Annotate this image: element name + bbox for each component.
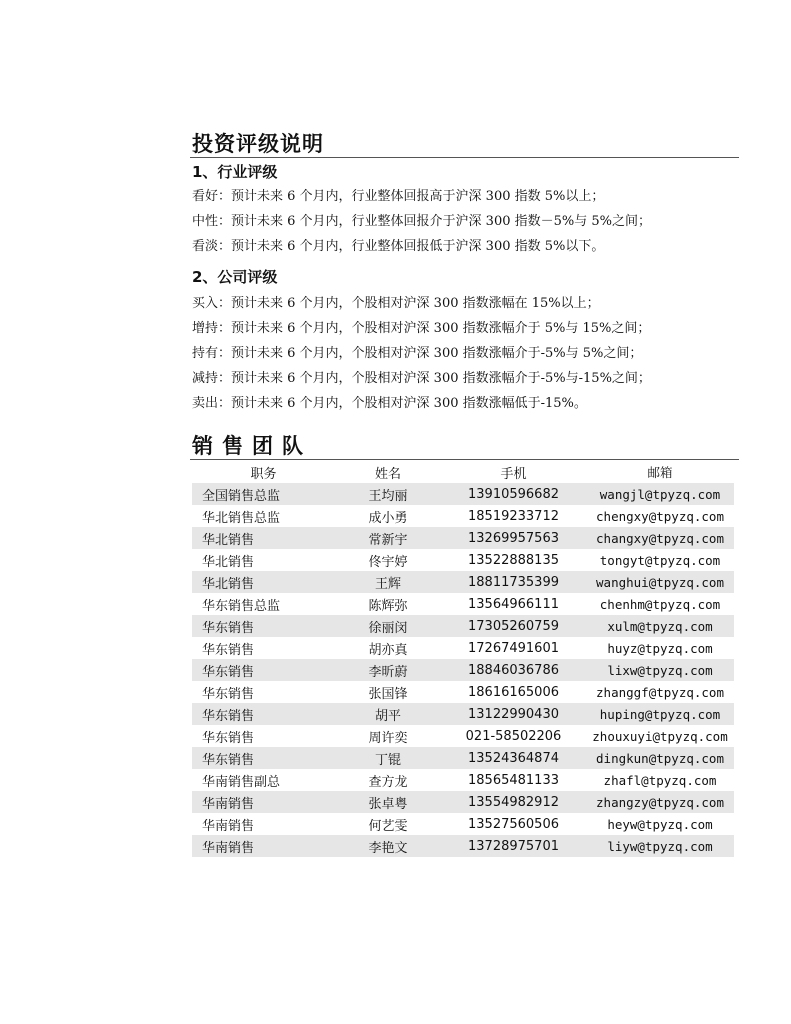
cell-phone: 17267491601 [468, 640, 559, 656]
industry-rating-line: 看好：预计未来 6 个月内，行业整体回报高于沪深 300 指数 5%以上； [192, 189, 605, 204]
cell-role: 华东销售 [192, 659, 335, 681]
cell-email: chengxy@tpyzq.com [596, 508, 724, 524]
table-row [192, 791, 734, 813]
cell-phone: 13269957563 [441, 527, 586, 549]
cell-email: wangjl@tpyzq.com [586, 483, 734, 505]
table-row [192, 483, 734, 505]
cell-name: 丁锟 [335, 747, 441, 769]
cell-phone: 021-58502206 [465, 728, 562, 744]
team-divider [190, 459, 739, 460]
cell-role: 华南销售 [192, 791, 335, 813]
cell-name: 成小勇 [368, 510, 408, 526]
sales-team-title: 销售团队 [192, 434, 312, 458]
cell-role: 华东销售 [202, 730, 255, 746]
cell-phone: 13728975701 [441, 835, 586, 857]
cell-email: zhafl@tpyzq.com [603, 772, 717, 788]
cell-name: 李昕蔚 [335, 659, 441, 681]
cell-name: 佟宇婷 [368, 554, 408, 570]
rating-section-title: 投资评级说明 [192, 132, 324, 156]
cell-role: 全国销售总监 [192, 483, 335, 505]
cell-phone: 13527560506 [468, 816, 559, 832]
cell-name: 胡平 [335, 703, 441, 725]
cell-name: 王均丽 [335, 483, 441, 505]
header-role: 职务 [250, 466, 277, 482]
cell-phone: 17305260759 [441, 615, 586, 637]
cell-email: xulm@tpyzq.com [586, 615, 734, 637]
table-row [192, 681, 734, 703]
cell-role: 华东销售 [202, 642, 255, 658]
cell-phone: 18519233712 [468, 508, 559, 524]
cell-email: zhangzy@tpyzq.com [586, 791, 734, 813]
cell-role: 华东销售 [202, 686, 255, 702]
header-name: 姓名 [374, 466, 401, 482]
cell-role: 华南销售 [192, 835, 335, 857]
cell-email: heyw@tpyzq.com [607, 816, 713, 832]
table-row [192, 637, 734, 659]
title-divider [190, 157, 739, 158]
table-row [192, 615, 734, 637]
cell-name: 周许奕 [368, 730, 408, 746]
cell-name: 徐丽闵 [335, 615, 441, 637]
table-row [192, 659, 734, 681]
company-rating-line: 持有：预计未来 6 个月内，个股相对沪深 300 指数涨幅介于-5%与 5%之间； [192, 346, 643, 361]
table-row [192, 769, 734, 791]
table-header-row [192, 461, 734, 483]
cell-phone: 13524364874 [441, 747, 586, 769]
cell-name: 张卓粤 [335, 791, 441, 813]
company-rating-line: 减持：预计未来 6 个月内，个股相对沪深 300 指数涨幅介于-5%与-15%之间； [192, 371, 651, 386]
cell-email: tongyt@tpyzq.com [599, 552, 721, 568]
header-email: 邮箱 [647, 465, 673, 480]
table-row [192, 571, 734, 593]
cell-phone: 18846036786 [441, 659, 586, 681]
cell-phone: 18616165006 [468, 684, 559, 700]
cell-email: chenhm@tpyzq.com [599, 596, 721, 612]
company-rating-line: 买入：预计未来 6 个月内，个股相对沪深 300 指数涨幅在 15%以上； [192, 296, 600, 311]
cell-email: zhouxuyi@tpyzq.com [592, 728, 728, 744]
cell-name: 查方龙 [368, 774, 408, 790]
cell-name: 胡亦真 [368, 642, 408, 658]
cell-email: zhanggf@tpyzq.com [596, 684, 724, 700]
cell-name: 常新宇 [335, 527, 441, 549]
table-row [192, 813, 734, 835]
table-row [192, 835, 734, 857]
table-row [192, 747, 734, 769]
company-rating-heading: 2、公司评级 [192, 268, 278, 286]
table-row [192, 593, 734, 615]
cell-name: 王辉 [335, 571, 441, 593]
table-row [192, 725, 734, 747]
table-body [192, 483, 734, 857]
cell-name: 张国锋 [368, 686, 408, 702]
cell-phone: 18565481133 [468, 772, 559, 788]
cell-role: 华北销售 [202, 554, 255, 570]
industry-rating-line: 中性：预计未来 6 个月内，行业整体回报介于沪深 300 指数－5%与 5%之间； [192, 214, 651, 229]
cell-phone: 18811735399 [441, 571, 586, 593]
cell-phone: 13910596682 [441, 483, 586, 505]
cell-role: 华东销售 [192, 747, 335, 769]
cell-phone: 13122990430 [441, 703, 586, 725]
company-rating-line: 增持：预计未来 6 个月内，个股相对沪深 300 指数涨幅介于 5%与 15%之间； [192, 321, 651, 336]
cell-email: lixw@tpyzq.com [586, 659, 734, 681]
cell-email: dingkun@tpyzq.com [586, 747, 734, 769]
table-row [192, 527, 734, 549]
cell-email: huyz@tpyzq.com [607, 640, 713, 656]
industry-rating-line: 看淡：预计未来 6 个月内，行业整体回报低于沪深 300 指数 5%以下。 [192, 239, 605, 254]
cell-name: 陈辉弥 [368, 598, 408, 614]
cell-phone: 13554982912 [441, 791, 586, 813]
cell-role: 华北销售 [192, 527, 335, 549]
table-row [192, 505, 734, 527]
cell-role: 华北销售 [192, 571, 335, 593]
table-row [192, 549, 734, 571]
cell-email: liyw@tpyzq.com [586, 835, 734, 857]
sales-team-table [192, 461, 734, 857]
cell-email: wanghui@tpyzq.com [586, 571, 734, 593]
cell-name: 何艺雯 [368, 818, 408, 834]
cell-email: changxy@tpyzq.com [586, 527, 734, 549]
cell-role: 华东销售 [192, 703, 335, 725]
cell-role: 华东销售总监 [202, 598, 281, 614]
cell-email: huping@tpyzq.com [586, 703, 734, 725]
cell-phone: 13522888135 [468, 552, 559, 568]
cell-role: 华东销售 [192, 615, 335, 637]
cell-name: 李艳文 [335, 835, 441, 857]
table-row [192, 703, 734, 725]
company-rating-line: 卖出：预计未来 6 个月内，个股相对沪深 300 指数涨幅低于-15%。 [192, 396, 587, 411]
cell-role: 华北销售总监 [202, 510, 281, 526]
cell-role: 华南销售副总 [202, 774, 281, 790]
industry-rating-heading: 1、行业评级 [192, 163, 278, 181]
cell-phone: 13564966111 [468, 596, 559, 612]
cell-role: 华南销售 [202, 818, 255, 834]
header-phone: 手机 [500, 466, 527, 482]
